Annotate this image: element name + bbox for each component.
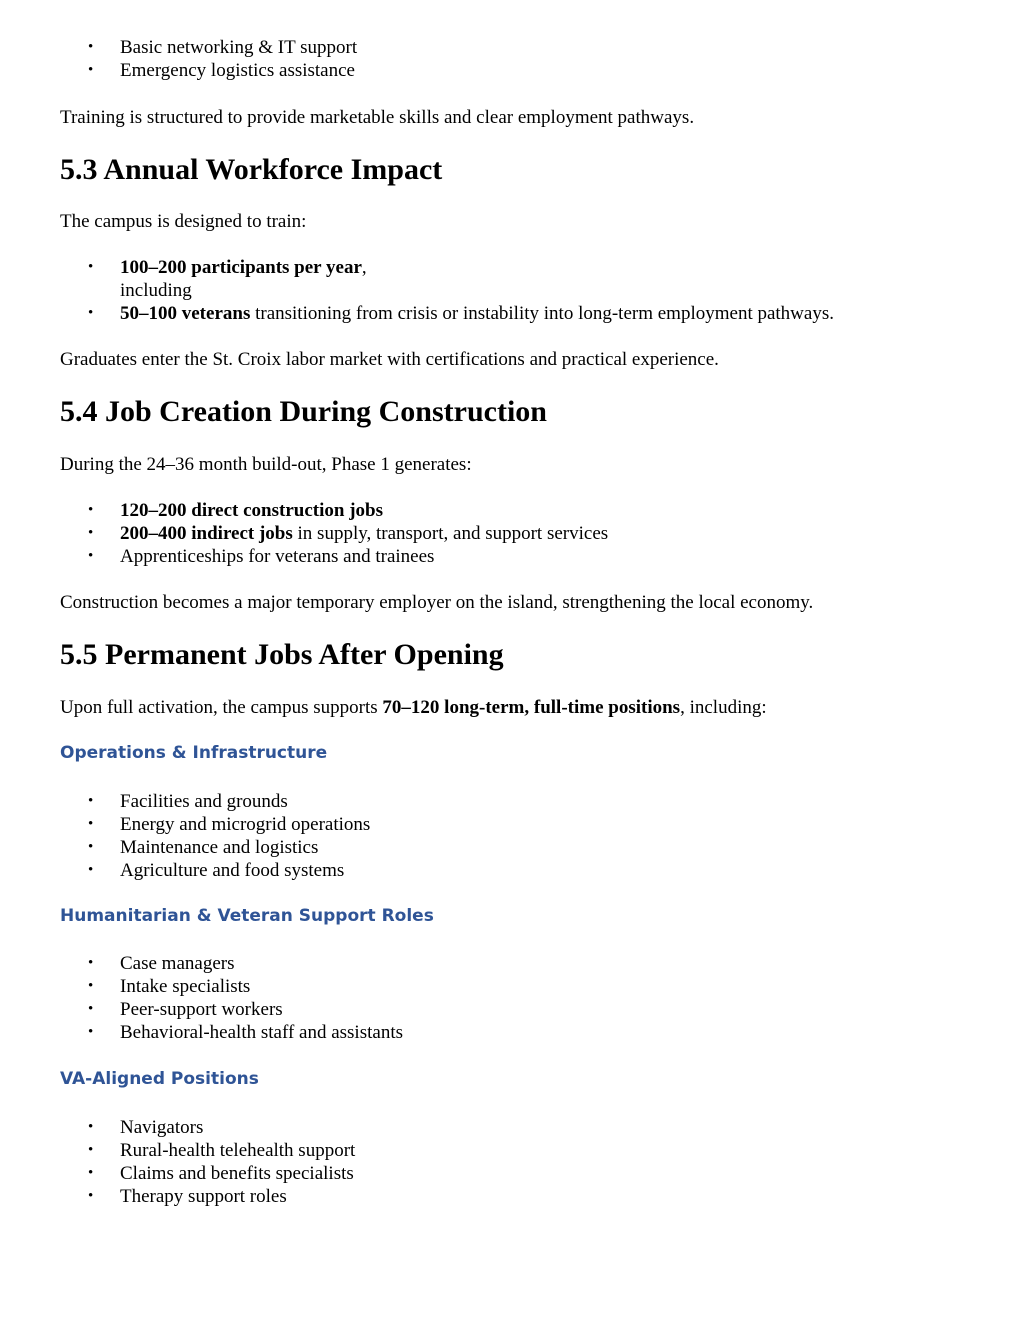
bullet-icon: • xyxy=(88,955,94,971)
bullet-icon: • xyxy=(88,1024,94,1040)
bullet-icon: • xyxy=(88,305,94,321)
bullet-icon: • xyxy=(88,1188,94,1204)
va-aligned-list xyxy=(60,1116,960,1208)
bullet-icon: • xyxy=(88,978,94,994)
s54-closing: Construction becomes a major temporary employer on the island, strengthening the local economy. xyxy=(60,592,814,613)
operations-list xyxy=(60,790,960,882)
list-item: • Behavioral-health staff and assistants xyxy=(88,1022,403,1043)
list-item: • Agriculture and food systems xyxy=(88,860,345,881)
s55-lead: Upon full activation, the campus supports 70–120 long-term, full-time positions, including: xyxy=(60,697,767,718)
bullet-icon: • xyxy=(88,793,94,809)
s54-list xyxy=(60,499,960,568)
s53-lead: The campus is designed to train: xyxy=(60,211,307,232)
intro-list xyxy=(60,36,960,82)
list-item: • Maintenance and logistics xyxy=(88,837,319,858)
bullet-icon: • xyxy=(88,548,94,564)
list-item: • Facilities and grounds xyxy=(88,791,288,812)
bullet-icon: • xyxy=(88,1142,94,1158)
list-item: • Therapy support roles xyxy=(88,1186,287,1207)
bullet-icon: • xyxy=(88,1119,94,1135)
bullet-icon: • xyxy=(88,1001,94,1017)
bullet-icon: • xyxy=(88,839,94,855)
list-item: • Apprenticeships for veterans and trainees xyxy=(88,546,435,567)
list-item: • 200–400 indirect jobs in supply, transport, and support services xyxy=(88,523,609,544)
section-heading-5-5: 5.5 Permanent Jobs After Opening xyxy=(60,638,504,671)
list-item: • Emergency logistics assistance xyxy=(88,60,355,81)
intro-paragraph: Training is structured to provide marketable skills and clear employment pathways. xyxy=(60,107,695,128)
humanitarian-list xyxy=(60,952,960,1044)
bullet-icon: • xyxy=(88,862,94,878)
list-item: • 100–200 participants per year, including xyxy=(88,257,367,301)
list-item: • Navigators xyxy=(88,1117,204,1138)
list-item: • Intake specialists xyxy=(88,976,251,997)
bullet-icon: • xyxy=(88,1165,94,1181)
subheading-operations-infrastructure: Operations & Infrastructure xyxy=(60,743,328,763)
section-heading-5-3: 5.3 Annual Workforce Impact xyxy=(60,153,443,186)
list-item: • Basic networking & IT support xyxy=(88,37,358,58)
bullet-icon: • xyxy=(88,816,94,832)
section-heading-5-4: 5.4 Job Creation During Construction xyxy=(60,395,547,428)
s53-closing: Graduates enter the St. Croix labor market with certifications and practical experience. xyxy=(60,349,719,370)
list-item: • Rural-health telehealth support xyxy=(88,1140,356,1161)
s54-lead: During the 24–36 month build-out, Phase 1 generates: xyxy=(60,454,472,475)
bullet-icon: • xyxy=(88,502,94,518)
list-item: • Case managers xyxy=(88,953,235,974)
bullet-icon: • xyxy=(88,39,94,55)
s53-list xyxy=(60,256,960,325)
subheading-va-aligned-positions: VA-Aligned Positions xyxy=(60,1069,259,1089)
list-item: • 120–200 direct construction jobs xyxy=(88,500,383,521)
list-item: • Peer-support workers xyxy=(88,999,283,1020)
list-item: • Energy and microgrid operations xyxy=(88,814,371,835)
bullet-icon: • xyxy=(88,62,94,78)
bullet-icon: • xyxy=(88,259,94,275)
list-item: • Claims and benefits specialists xyxy=(88,1163,354,1184)
subheading-humanitarian-veteran-support: Humanitarian & Veteran Support Roles xyxy=(60,906,434,926)
list-item: • 50–100 veterans transitioning from crisis or instability into long-term employment pathways. xyxy=(88,303,834,324)
bullet-icon: • xyxy=(88,525,94,541)
